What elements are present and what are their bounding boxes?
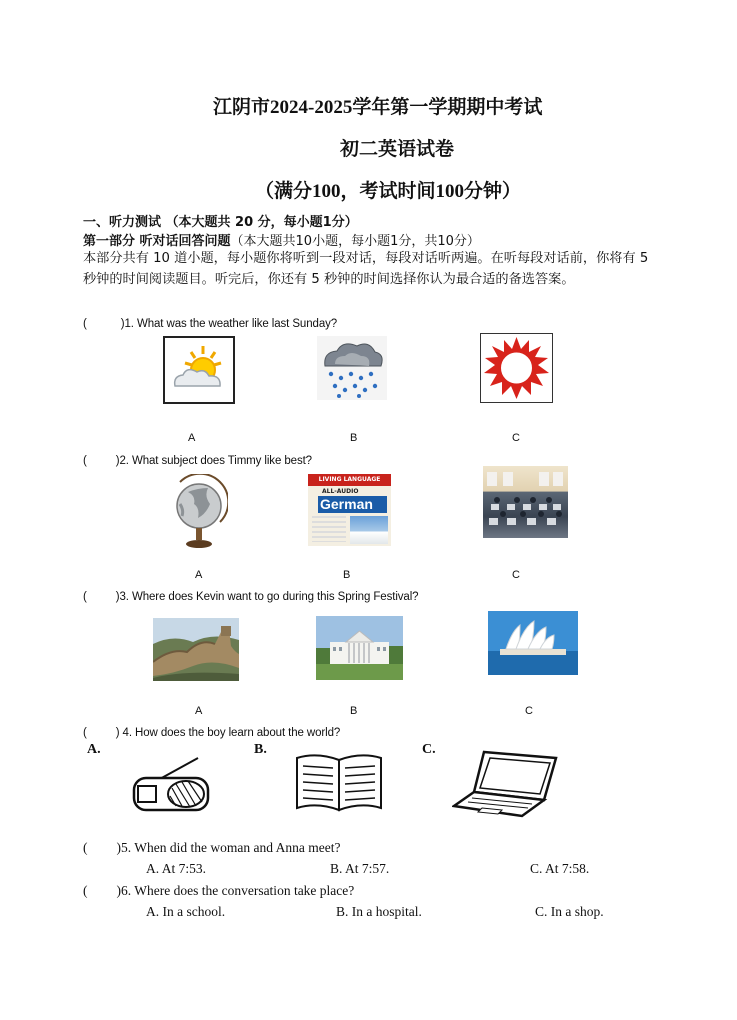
part1-note: （本大题共10小题，每小题1分，共10分） [230,234,480,249]
option-b[interactable]: B. In a hospital. [336,904,422,919]
book-mountain-photo [350,516,388,544]
great-wall-image [153,618,239,681]
score-info: （满分100，考试时间100分钟） [255,181,522,202]
option-b[interactable]: B [350,432,358,444]
book-top-banner: LIVING LANGUAGE [308,474,391,486]
option-a[interactable]: A. At 7:53. [146,861,207,876]
section-heading: 一、听力测试 （本大题共 20 分，每小题1分） [83,215,358,230]
partly-sunny-icon [163,336,235,404]
part1-title: 第一部分 听对话回答问题 [83,234,231,249]
answer-paren: ( [83,883,88,898]
question-text: )5. When did the woman and Anna meet? [116,840,341,855]
white-house-image [316,616,403,680]
question-1 [83,318,337,330]
question-3 [83,591,418,603]
book-text-block [312,516,346,542]
option-a[interactable]: A. In a school. [146,904,226,919]
answer-paren: ( [83,840,88,855]
option-c[interactable]: C. In a shop. [535,904,604,919]
answer-paren: ( [83,591,87,603]
answer-paren: ( [83,318,87,330]
question-6 [83,883,354,899]
book-title: German [318,496,387,513]
exam-title: 江阴市2024-2025学年第一学期期中考试 [213,97,543,118]
opera-house-image [488,611,578,675]
book-image [293,752,385,812]
book-line: ALL-AUDIO [322,488,359,495]
exam-subtitle: 初二英语试卷 [340,139,455,160]
option-a[interactable]: A [195,569,203,581]
option-a[interactable]: A [188,432,196,444]
question-4 [83,727,340,739]
globe-image [170,474,228,550]
option-b[interactable]: B. At 7:57. [330,861,390,876]
option-c[interactable]: C [525,705,533,717]
option-b[interactable]: B [350,705,358,717]
option-c[interactable]: C [512,432,520,444]
option-b[interactable]: B [343,569,351,581]
laptop-image [452,748,558,818]
question-2 [83,455,312,467]
option-c[interactable]: C. [422,742,436,757]
option-a[interactable]: A [195,705,203,717]
question-text: )6. Where does the conversation take place? [116,883,355,898]
german-book-image [308,474,391,546]
computer-lab-image [483,466,568,538]
option-a[interactable]: A. [87,742,101,757]
question-text: )1. What was the weather like last Sunday? [120,318,338,330]
option-b[interactable]: B. [254,742,267,757]
question-text: )3. Where does Kevin want to go during this Spring Festival? [115,591,419,603]
question-text: ) 4. How does the boy learn about the world? [115,727,341,739]
part1-heading [83,230,480,249]
answer-paren: ( [83,727,87,739]
question-5 [83,840,340,856]
option-c[interactable]: C. At 7:58. [530,861,590,876]
option-c[interactable]: C [512,569,520,581]
rain-icon [317,336,387,400]
sun-icon [480,333,553,403]
question-text: )2. What subject does Timmy like best? [115,455,312,467]
radio-image [128,754,214,816]
instructions: 本部分共有 10 道小题，每小题你将听到一段对话，每段对话听两遍。在听每段对话前，你将有 5 秒钟的时间阅读题目。听完后，你还有 5 秒钟的时间选择你认为最合适的备选答案。 [83,251,649,287]
answer-paren: ( [83,455,87,467]
